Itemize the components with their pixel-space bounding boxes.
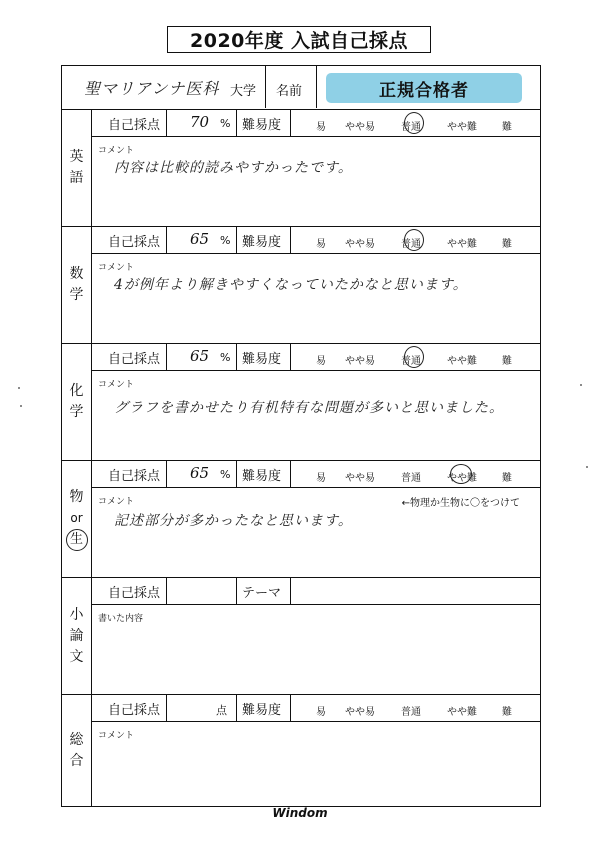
subject-label-overall: 総 合	[62, 695, 92, 806]
score-value: 70	[190, 113, 210, 131]
self-score-label: 自己採点	[108, 585, 161, 601]
section-essay	[62, 578, 540, 695]
score-row	[92, 695, 540, 722]
difficulty-option: 易	[316, 707, 326, 718]
written-content-label: 書いた内容	[98, 614, 144, 624]
result-badge: 正規合格者	[326, 73, 522, 103]
divider	[265, 66, 266, 108]
score-row	[92, 227, 540, 254]
footer-brand: Windom	[272, 806, 328, 820]
difficulty-option: 難	[502, 473, 512, 484]
difficulty-label: 難易度	[242, 702, 282, 718]
section-overall	[62, 695, 540, 806]
difficulty-option: 普通	[401, 122, 421, 133]
school-name: 聖マリアンナ医科	[84, 79, 220, 98]
difficulty-option: やや難	[447, 707, 477, 718]
score-value: 65	[190, 347, 210, 365]
scan-speck	[20, 405, 22, 407]
subject-choice-note: ←物理か生物に〇をつけて	[401, 498, 520, 509]
difficulty-label: 難易度	[242, 468, 282, 484]
difficulty-option: やや難	[447, 122, 477, 133]
difficulty-option: やや易	[345, 473, 375, 484]
difficulty-option: 普通	[401, 356, 421, 367]
score-row	[92, 578, 540, 605]
difficulty-option: 易	[316, 122, 326, 133]
comment-label: コメント	[98, 497, 135, 507]
subject-label-physics-biology: 物 or 生	[62, 461, 92, 577]
self-score-label: 自己採点	[108, 702, 161, 718]
difficulty-option: やや難	[447, 473, 477, 484]
difficulty-option: やや難	[447, 239, 477, 250]
difficulty-option: 難	[502, 707, 512, 718]
difficulty-label: 難易度	[242, 117, 282, 133]
scan-speck	[580, 384, 582, 386]
difficulty-option: やや易	[345, 239, 375, 250]
subject-label-chemistry: 化 学	[62, 344, 92, 460]
difficulty-option: やや易	[345, 707, 375, 718]
difficulty-option: やや易	[345, 356, 375, 367]
score-value: 65	[190, 464, 210, 482]
subject-label-essay: 小 論 文	[62, 578, 92, 694]
percent-sign: %	[220, 117, 231, 130]
comment-text: 内容は比較的読みやすかったです。	[114, 160, 353, 176]
difficulty-option: 易	[316, 356, 326, 367]
difficulty-option: 普通	[401, 239, 421, 250]
comment-label: コメント	[98, 731, 135, 741]
percent-sign: %	[220, 468, 231, 481]
self-score-label: 自己採点	[108, 468, 161, 484]
percent-sign: %	[220, 234, 231, 247]
difficulty-option: 易	[316, 473, 326, 484]
comment-text: グラフを書かせたり有机特有な問題が多いと思いました。	[114, 400, 504, 416]
difficulty-option: 難	[502, 122, 512, 133]
difficulty-option: 難	[502, 356, 512, 367]
subject-label-english: 英 語	[62, 110, 92, 226]
score-value: 65	[190, 230, 210, 248]
subject-label-math: 数 学	[62, 227, 92, 343]
scan-speck	[18, 387, 20, 389]
section-chemistry	[62, 344, 540, 461]
score-row	[92, 344, 540, 371]
selected-circle	[404, 112, 424, 134]
difficulty-label: 難易度	[242, 234, 282, 250]
scan-speck	[586, 466, 588, 468]
difficulty-option: 難	[502, 239, 512, 250]
daigaku-label: 大学	[230, 84, 257, 99]
section-english	[62, 110, 540, 227]
comment-text: 記述部分が多かったなと思います。	[114, 513, 353, 529]
comment-label: コメント	[98, 263, 135, 273]
header-row	[62, 66, 540, 110]
difficulty-option: 普通	[401, 707, 421, 718]
score-row	[92, 461, 540, 488]
percent-sign: %	[220, 351, 231, 364]
difficulty-option: やや難	[447, 356, 477, 367]
section-physics-biology	[62, 461, 540, 578]
comment-label: コメント	[98, 380, 135, 390]
theme-label: テーマ	[242, 585, 282, 601]
divider	[316, 66, 317, 108]
comment-text: 4が例年より解きやすくなっていたかなと思います。	[114, 277, 468, 293]
name-label: 名前	[276, 84, 303, 99]
difficulty-option: 易	[316, 239, 326, 250]
selected-circle	[450, 464, 472, 484]
difficulty-option: やや易	[345, 122, 375, 133]
self-score-label: 自己採点	[108, 234, 161, 250]
score-sheet	[61, 65, 541, 807]
points-sign: 点	[216, 704, 227, 717]
difficulty-option: 普通	[401, 473, 421, 484]
page-title: 2020年度 入試自己採点	[167, 26, 431, 53]
self-score-label: 自己採点	[108, 351, 161, 367]
comment-label: コメント	[98, 146, 135, 156]
self-score-label: 自己採点	[108, 117, 161, 133]
section-math	[62, 227, 540, 344]
difficulty-label: 難易度	[242, 351, 282, 367]
selected-circle	[404, 346, 424, 368]
selected-circle	[404, 229, 424, 251]
score-row	[92, 110, 540, 137]
